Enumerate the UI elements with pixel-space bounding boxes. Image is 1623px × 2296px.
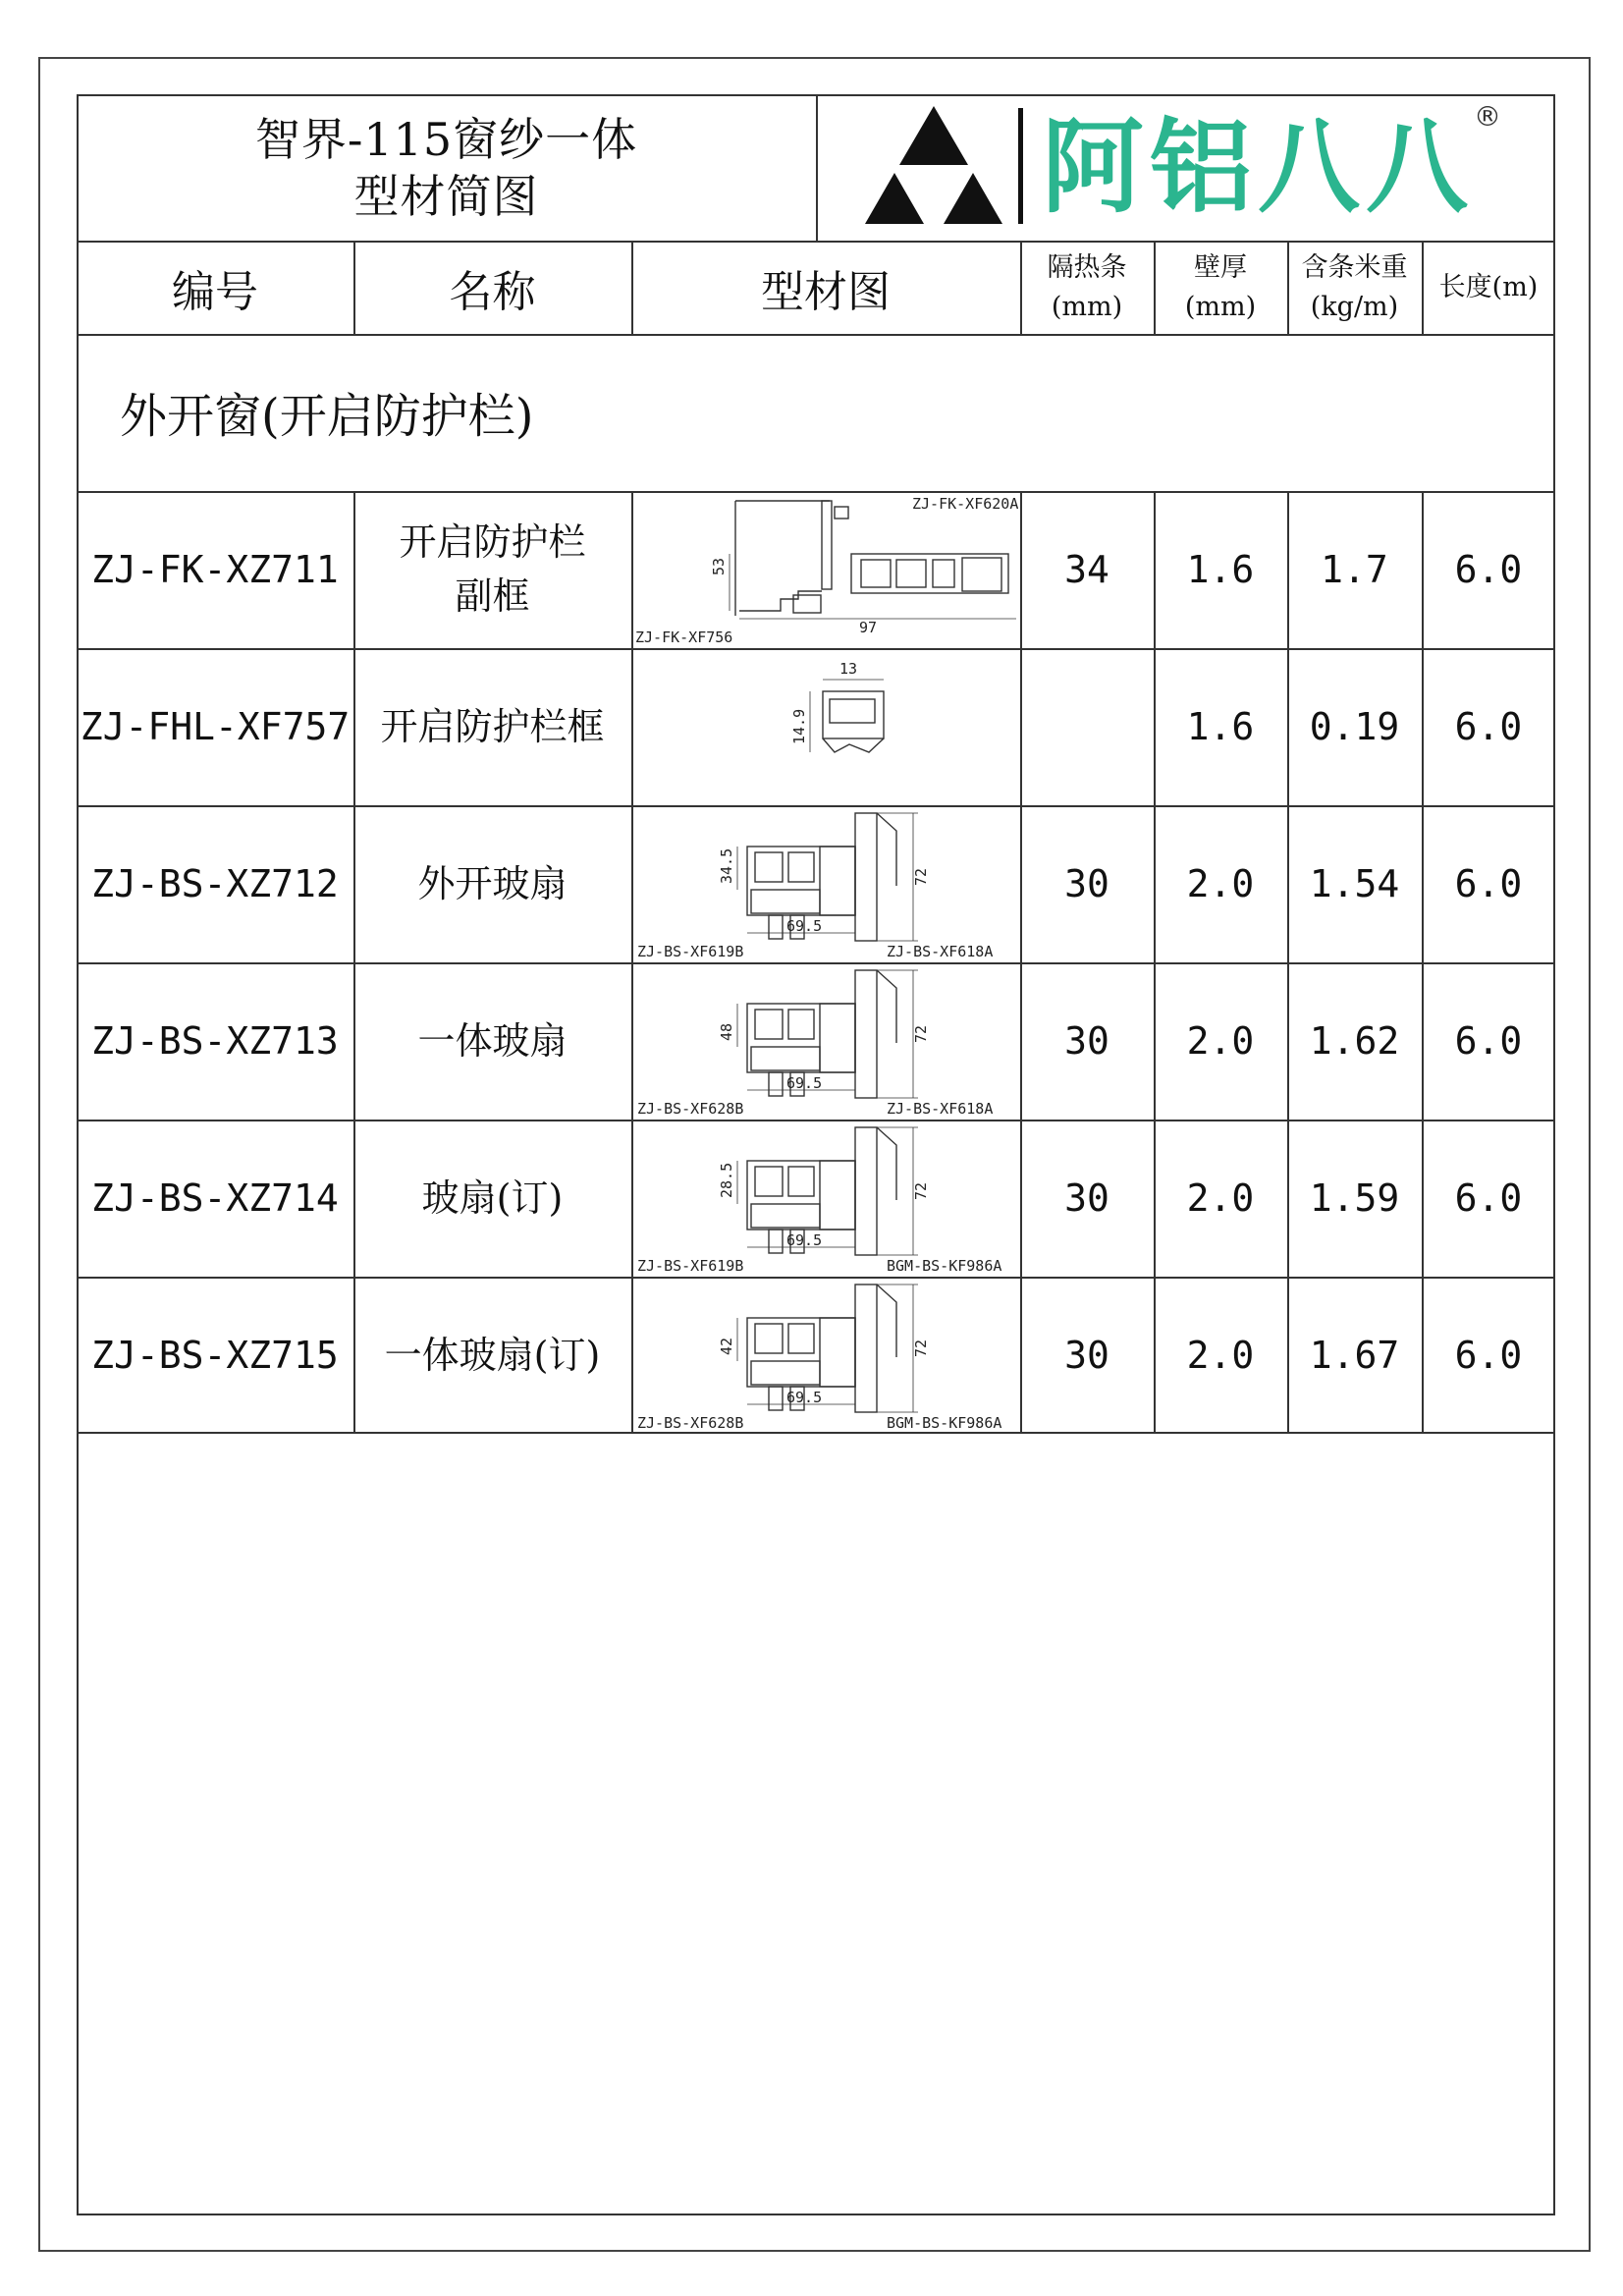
col-header-strip-label: 隔热条 [1047, 251, 1127, 283]
row-weight: 1.54 [1309, 862, 1400, 905]
row-wall: 2.0 [1186, 1019, 1255, 1063]
row-wall: 2.0 [1186, 862, 1255, 905]
col-header-strip [1020, 241, 1154, 334]
col-header-wall-label: 壁厚 [1194, 251, 1247, 283]
profile-label: BGM-BS-KF986A [887, 1414, 1002, 1432]
row-length: 6.0 [1454, 1019, 1523, 1063]
dimension-label: 69.5 [786, 1074, 823, 1092]
page-title [77, 94, 816, 241]
row-name-cell [353, 1120, 631, 1277]
dimension-label: 69.5 [786, 1389, 823, 1406]
row-name-cell [353, 1277, 631, 1434]
profile-drawing-cell [631, 648, 1020, 805]
row-length: 6.0 [1454, 705, 1523, 748]
row-length: 6.0 [1454, 548, 1523, 591]
dimension-label: 34.5 [718, 847, 735, 884]
profile-section-diagram [633, 807, 1018, 960]
profile-label: ZJ-BS-XF628B [637, 1100, 744, 1118]
dimension-label: 13 [839, 660, 858, 678]
section-title: 外开窗(开启防护栏) [120, 389, 534, 444]
title-line-1: 智界-115窗纱一体 [254, 112, 638, 166]
row-name-cell [353, 491, 631, 648]
col-header-weight-label: 含条米重 [1301, 251, 1408, 283]
row-name-line-2: 副框 [455, 574, 530, 618]
logo-separator [1018, 108, 1023, 224]
col-header-strip-unit: (mm) [1051, 291, 1123, 322]
profile-label: ZJ-BS-XF628B [637, 1414, 744, 1432]
row-name: 开启防护栏框 [380, 704, 605, 748]
profile-drawing-cell [631, 962, 1020, 1120]
row-weight: 0.19 [1309, 705, 1400, 748]
row-code: ZJ-FK-XZ711 [91, 548, 339, 591]
profile-section-diagram [633, 1121, 1018, 1275]
row-code: ZJ-FHL-XF757 [80, 705, 351, 748]
row-strip: 30 [1064, 1176, 1109, 1220]
row-weight: 1.62 [1309, 1019, 1400, 1063]
profile-label: ZJ-FK-XF756 [635, 629, 733, 646]
col-header-name: 名称 [449, 266, 536, 317]
dimension-label: 72 [912, 867, 930, 886]
col-header-weight-unit: (kg/m) [1310, 291, 1399, 322]
row-name-cell [353, 648, 631, 805]
dimension-label: 72 [912, 1181, 930, 1200]
profile-section-diagram [633, 650, 1018, 803]
row-name: 开启防护栏 [399, 520, 586, 564]
profile-label: ZJ-FK-XF620A [912, 495, 1018, 513]
row-weight: 1.67 [1309, 1334, 1400, 1377]
brand-mark-icon [865, 106, 1002, 229]
profile-label: ZJ-BS-XF618A [887, 1100, 994, 1118]
row-wall: 1.6 [1186, 705, 1255, 748]
dimension-label: 69.5 [786, 1231, 823, 1249]
dimension-label: 72 [912, 1339, 930, 1357]
row-code: ZJ-BS-XZ715 [91, 1334, 339, 1377]
row-name-cell [353, 805, 631, 962]
dimension-label: 97 [859, 619, 878, 636]
col-header-code: 编号 [172, 266, 258, 317]
profile-section-diagram [633, 493, 1018, 646]
row-length: 6.0 [1454, 1334, 1523, 1377]
col-header-drawing: 型材图 [761, 266, 891, 317]
row-strip: 30 [1064, 862, 1109, 905]
row-wall: 1.6 [1186, 548, 1255, 591]
row-name-cell [353, 962, 631, 1120]
profile-drawing-cell [631, 491, 1020, 648]
dimension-label: 53 [710, 557, 728, 575]
profile-drawing-cell [631, 805, 1020, 962]
row-weight: 1.59 [1309, 1176, 1400, 1220]
col-header-length: 长度(m) [1438, 271, 1539, 302]
row-strip: 30 [1064, 1334, 1109, 1377]
profile-label: ZJ-BS-XF619B [637, 943, 744, 960]
profile-label: ZJ-BS-XF618A [887, 943, 994, 960]
dimension-label: 48 [718, 1022, 735, 1041]
row-wall: 2.0 [1186, 1176, 1255, 1220]
registered-mark: ® [1474, 100, 1501, 133]
profile-section-diagram [633, 964, 1018, 1118]
row-name: 外开玻扇 [417, 861, 568, 905]
profile-section-diagram [633, 1279, 1018, 1432]
title-line-2: 型材简图 [353, 169, 539, 223]
profile-label: BGM-BS-KF986A [887, 1257, 1002, 1275]
profile-drawing-cell [631, 1120, 1020, 1277]
row-wall: 2.0 [1186, 1334, 1255, 1377]
col-header-wall-unit: (mm) [1184, 291, 1257, 322]
logo-block [816, 94, 1555, 241]
profile-drawing-cell [631, 1277, 1020, 1434]
dimension-label: 72 [912, 1024, 930, 1043]
row-name: 玻扇(订) [421, 1175, 564, 1220]
profile-label: ZJ-BS-XF619B [637, 1257, 744, 1275]
row-strip: 30 [1064, 1019, 1109, 1063]
divider [77, 334, 1555, 336]
dimension-label: 69.5 [786, 917, 823, 935]
col-header-wall [1154, 241, 1287, 334]
row-code: ZJ-BS-XZ712 [91, 862, 339, 905]
row-length: 6.0 [1454, 862, 1523, 905]
dimension-label: 42 [718, 1337, 735, 1355]
logo-text: 阿铝八八 [1042, 107, 1475, 227]
row-name: 一体玻扇(订) [384, 1333, 601, 1377]
row-code: ZJ-BS-XZ713 [91, 1019, 339, 1063]
row-code: ZJ-BS-XZ714 [91, 1176, 339, 1220]
row-weight: 1.7 [1321, 548, 1388, 591]
row-strip: 34 [1064, 548, 1109, 591]
row-name: 一体玻扇 [417, 1018, 568, 1063]
row-strip [1020, 648, 1154, 805]
dimension-label: 28.5 [718, 1162, 735, 1198]
dimension-label: 14.9 [790, 708, 808, 744]
col-header-weight [1287, 241, 1422, 334]
row-length: 6.0 [1454, 1176, 1523, 1220]
